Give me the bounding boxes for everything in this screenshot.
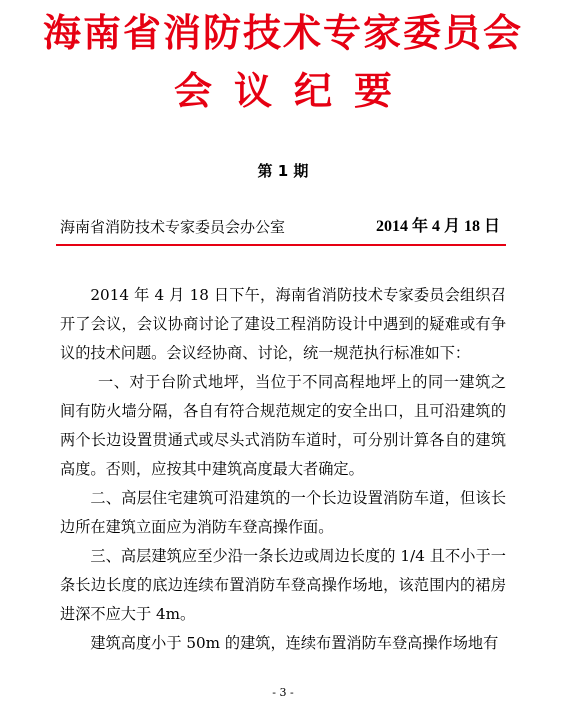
issue-number: 第 1 期 (257, 162, 309, 180)
document-title: 海南省消防技术专家委员会 (42, 10, 523, 55)
paragraph-intro: 2014 年 4 月 18 日下午，海南省消防技术专家委员会组织召开了会议，会议协商讨论了建设工程消防设计中遇到的疑难或有争议的技术问题。会议经协商、讨论，统一规范执行标准如下： (60, 286, 506, 362)
paragraph-item-2: 二、高层住宅建筑可沿建筑的一个长边设置消防车道，但该长边所在建筑立面应为消防车登高操作面。 (60, 489, 506, 536)
issuing-office: 海南省消防技术专家委员会办公室 (60, 218, 286, 236)
document-subtitle: 会议纪要 (173, 68, 414, 113)
paragraph-item-1: 一、对于台阶式地坪，当位于不同高程地坪上的同一建筑之间有防火墙分隔，各自有符合规范规定的安全出口，且可沿建筑的两个长边设置贯通式或尽头式消防车道时，可分别计算各自的建筑高度。否则，应按其中建筑高度最大者确定。 (60, 373, 506, 478)
page-number: - 3 - (272, 686, 294, 699)
paragraph-continuation: 建筑高度小于 50m 的建筑，连续布置消防车登高操作场地有 (90, 634, 499, 652)
issue-date: 2014 年 4 月 18 日 (375, 218, 500, 235)
header-divider (56, 244, 506, 246)
document-body (60, 281, 506, 658)
issuer-line (60, 216, 500, 238)
paragraph-item-3: 三、高层建筑应至少沿一条长边或周边长度的 1/4 且不小于一条长边长度的底边连续布置消防车登高操作场地，该范围内的裙房进深不应大于 4m。 (60, 547, 506, 623)
